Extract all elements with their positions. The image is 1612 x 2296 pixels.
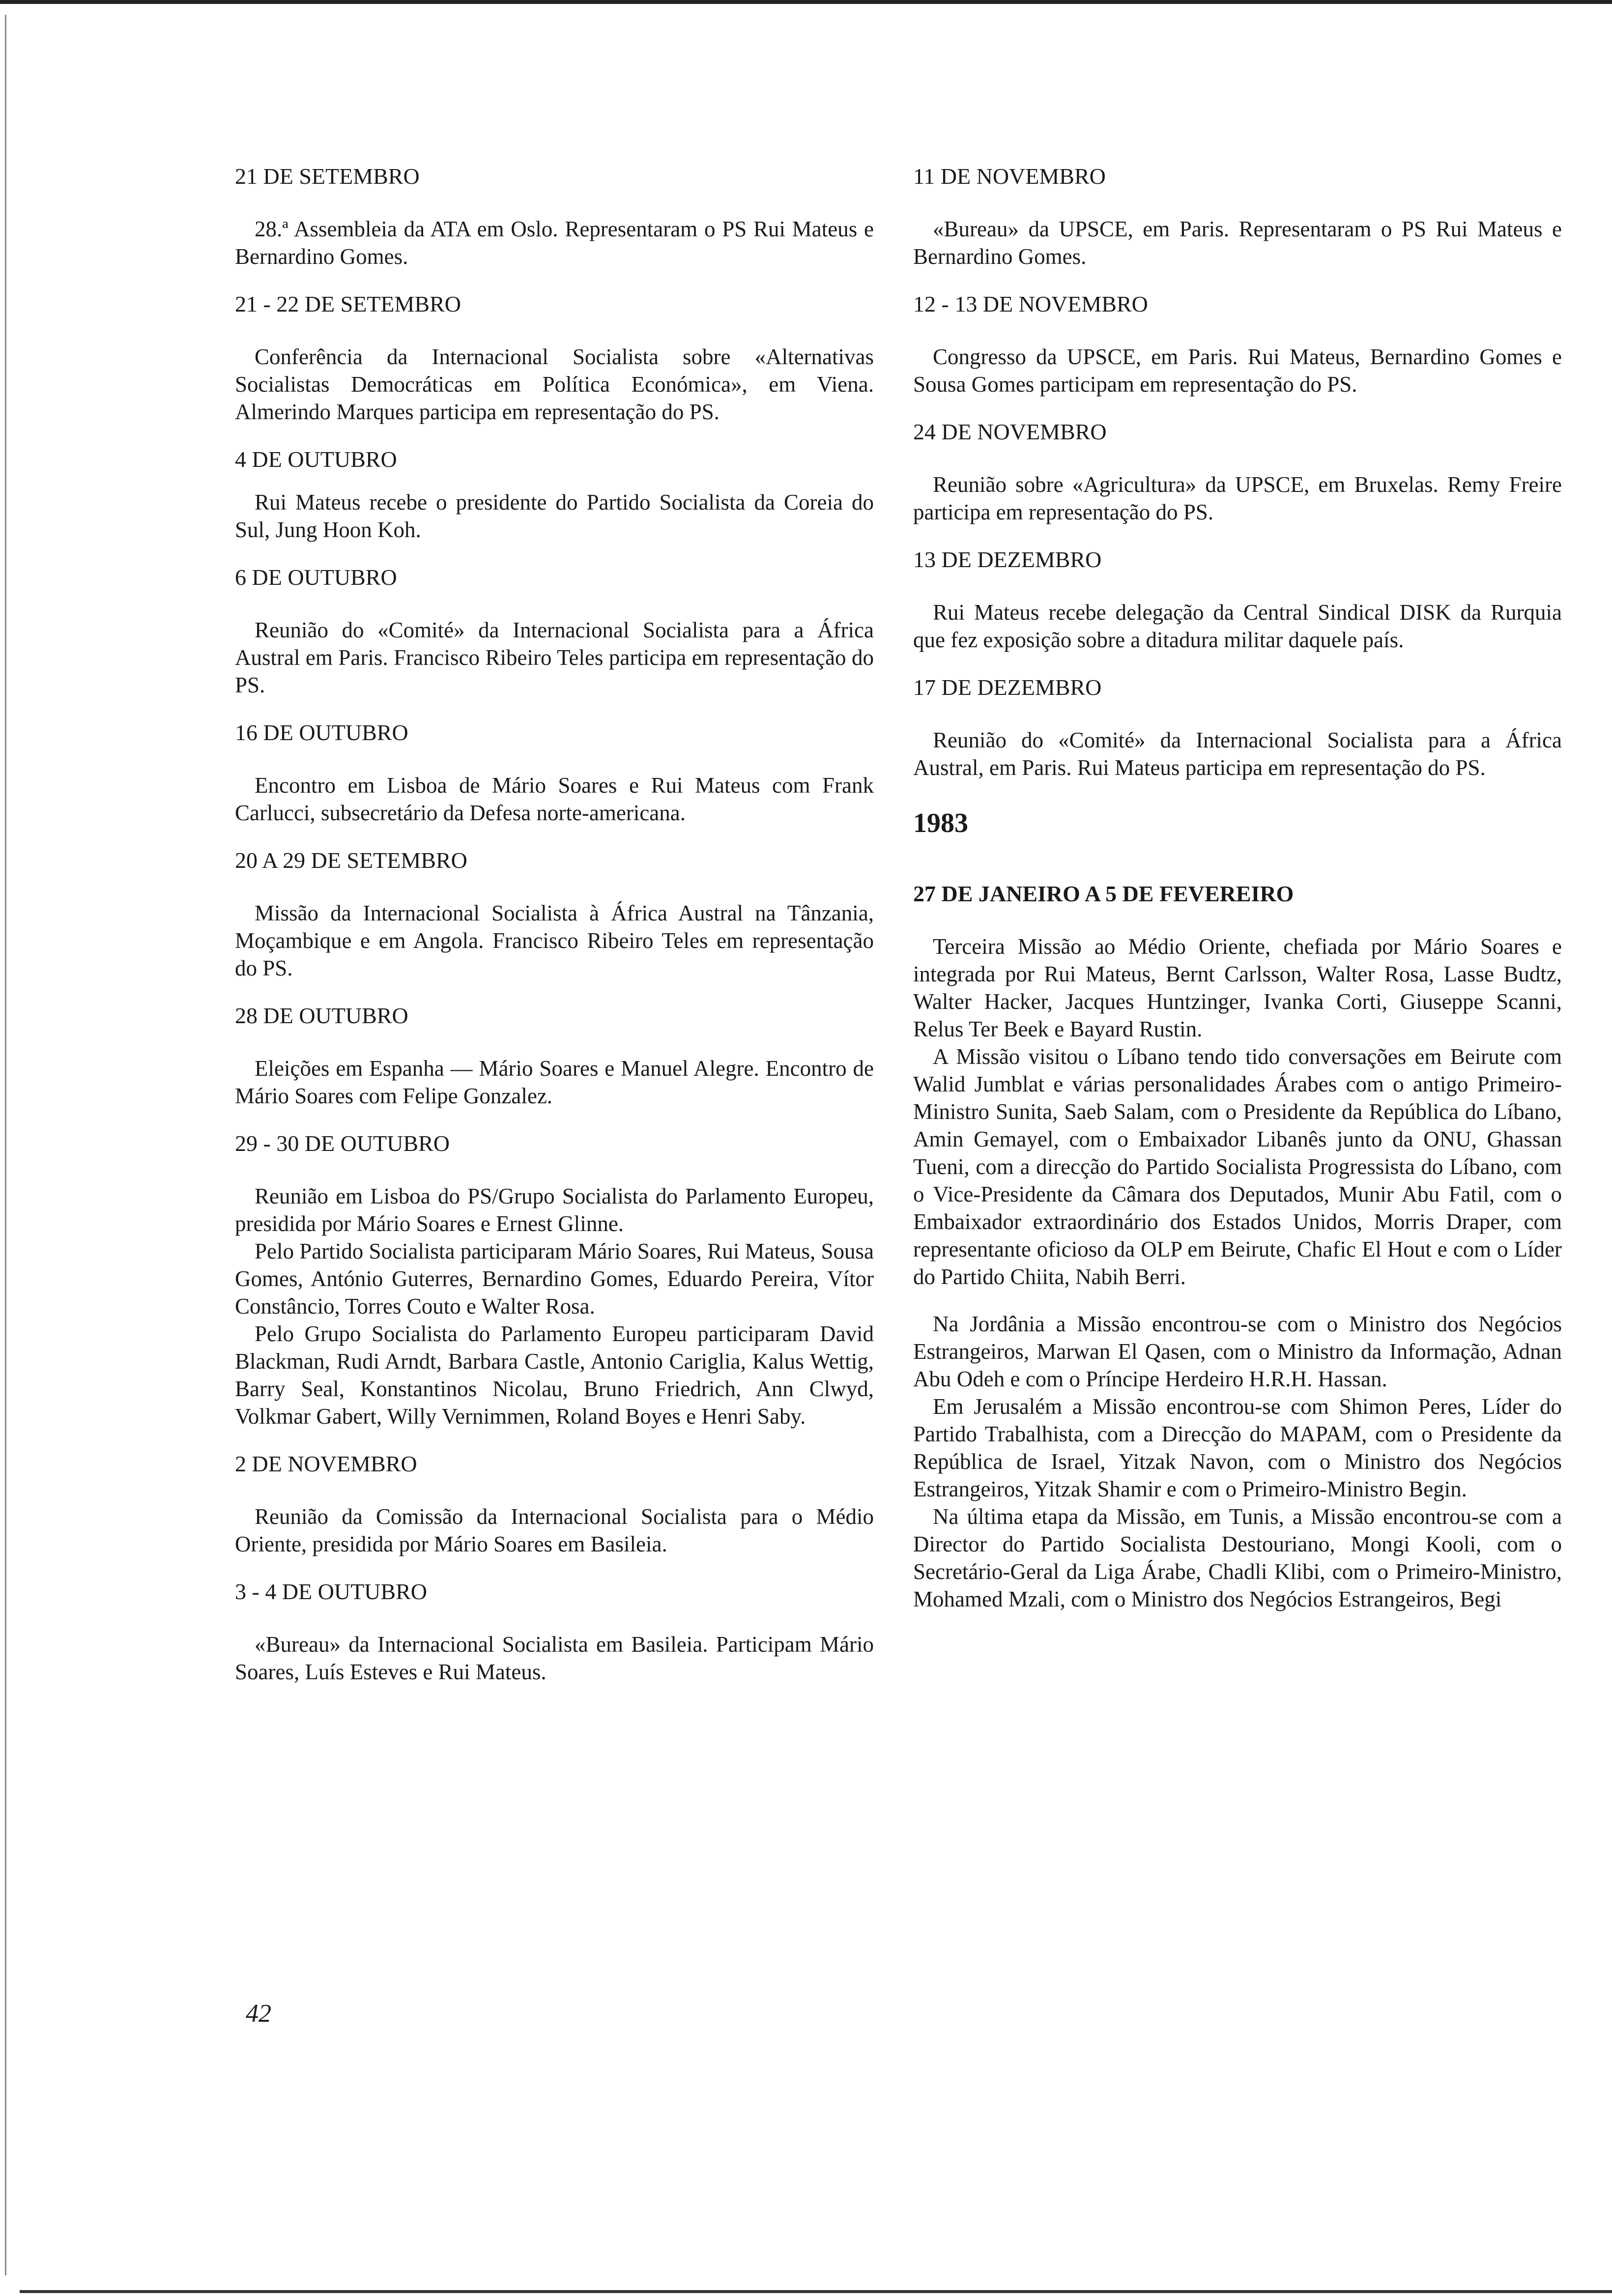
entry-text: Conferência da Internacional Socialista sobre «Alternativas Socialistas Democráticas em Política Económica», em Viena. Almerindo Marques participa em representação do PS. (235, 344, 874, 424)
entry-date: 6 DE OUTUBRO (235, 565, 397, 590)
entry-text: Em Jerusalém a Missão encontrou-se com Shimon Peres, Líder do Partido Trabalhista, com a Direcção do MAPAM, com o Presidente da República de Israel, Yitzak Navon, com o Ministro dos Negócios Estrangeiros, Yitzak Shamir e com o Primeiro-Ministro Begin. (913, 1394, 1562, 1501)
entry-text: Congresso da UPSCE, em Paris. Rui Mateus, Bernardino Gomes e Sousa Gomes participam em representação do PS. (913, 344, 1562, 397)
entry-text: Terceira Missão ao Médio Oriente, chefiada por Mário Soares e integrada por Rui Mateus, Bernt Carlsson, Walter Rosa, Lasse Budtz, Walter Hacker, Jacques Huntzinger, Ivanka Corti, Giuseppe Scanni, Relus Ter Beek e Bayard Rustin. (913, 934, 1562, 1041)
chronology-entry (235, 1450, 874, 1558)
chronology-entry (913, 290, 1562, 398)
chronology-entry (235, 1002, 874, 1110)
entry-date: 2 DE NOVEMBRO (235, 1451, 417, 1476)
entry-date: 11 DE NOVEMBRO (913, 164, 1106, 189)
entry-text: Rui Mateus recebe o presidente do Partido Socialista da Coreia do Sul, Jung Hoon Koh. (235, 490, 874, 542)
chronology-entry (235, 718, 874, 827)
entry-text: 28.ª Assembleia da ATA em Oslo. Representaram o PS Rui Mateus e Bernardino Gomes. (235, 217, 874, 269)
entry-text: Missão da Internacional Socialista à África Austral na Tânzania, Moçambique e em Angola. Francisco Ribeiro Teles em representação do PS. (235, 901, 874, 980)
entry-text: Pelo Grupo Socialista do Parlamento Europeu participaram David Blackman, Rudi Arndt, Barbara Castle, Antonio Cariglia, Kalus Wettig, Barry Seal, Konstantinos Nicolau, Bruno Friedrich, Ann Clwyd, Volkmar Gabert, Willy Vernimmen, Roland Boyes e Henri Saby. (235, 1321, 874, 1429)
entry-date: 4 DE OUTUBRO (235, 447, 397, 472)
right-column (913, 162, 1562, 1633)
page-number: 42 (246, 2000, 271, 2028)
entry-date: 20 A 29 DE SETEMBRO (235, 848, 467, 873)
chronology-entry (913, 162, 1562, 270)
entry-date: 24 DE NOVEMBRO (913, 419, 1107, 444)
chronology-entry (913, 418, 1562, 526)
scan-edge-top (0, 0, 1612, 4)
entry-date: 28 DE OUTUBRO (235, 1003, 408, 1028)
year-heading: 1983 (913, 808, 968, 838)
entry-text: Na Jordânia a Missão encontrou-se com o Ministro dos Negócios Estrangeiros, Marwan El Qasen, com o Ministro da Informação, Adnan Abu Odeh e com o Príncipe Herdeiro H.R.H. Hassan. (913, 1312, 1562, 1391)
entry-text: Na última etapa da Missão, em Tunis, a Missão encontrou-se com a Director do Partido Socialista Destouriano, Mongi Kooli, com o Secretário-Geral da Liga Árabe, Chadli Klibi, com o Primeiro-Ministro, Mohamed Mzali, com o Ministro dos Negócios Estrangeiros, Begi (913, 1504, 1562, 1611)
entry-text: Reunião sobre «Agricultura» da UPSCE, em Bruxelas. Remy Freire participa em representação do PS. (913, 472, 1562, 524)
entry-text: A Missão visitou o Líbano tendo tido conversações em Beirute com Walid Jumblat e várias personalidades Árabes com o antigo Primeiro-Ministro Sunita, Saeb Salam, com o Presidente da República do Líbano, Amin Gemayel, com o Embaixador Libanês junto da ONU, Ghassan Tueni, com a direcção do Partido Socialista Progressista do Líbano, com o Vice-Presidente da Câmara dos Deputados, Munir Abu Fatil, com o Embaixador extraordinário dos Estados Unidos, Morris Draper, com representante oficioso da OLP em Beirute, Chafic El Hout e com o Líder do Partido Chiita, Nabih Berri. (913, 1044, 1562, 1289)
entry-date: 12 - 13 DE NOVEMBRO (913, 291, 1148, 316)
entry-text: Eleições em Espanha — Mário Soares e Manuel Alegre. Encontro de Mário Soares com Felipe Gonzalez. (235, 1056, 874, 1108)
chronology-entry (235, 563, 874, 699)
chronology-entry (235, 445, 874, 544)
entry-date: 29 - 30 DE OUTUBRO (235, 1131, 450, 1156)
chronology-entry (913, 673, 1562, 781)
entry-date: 27 DE JANEIRO A 5 DE FEVEREIRO (913, 881, 1294, 906)
entry-text: «Bureau» da UPSCE, em Paris. Representaram o PS Rui Mateus e Bernardino Gomes. (913, 217, 1562, 269)
entry-text: «Bureau» da Internacional Socialista em Basileia. Participam Mário Soares, Luís Esteves e Rui Mateus. (235, 1632, 874, 1684)
entry-text: Pelo Partido Socialista participaram Mário Soares, Rui Mateus, Sousa Gomes, António Guterres, Bernardino Gomes, Eduardo Pereira, Vítor Constâncio, Torres Couto e Walter Rosa. (235, 1239, 874, 1319)
scan-edge-bottom (20, 2290, 1612, 2293)
chronology-entry (235, 162, 874, 270)
entry-date: 3 - 4 DE OUTUBRO (235, 1579, 427, 1604)
chronology-entry (235, 1129, 874, 1430)
entry-text: Reunião da Comissão da Internacional Socialista para o Médio Oriente, presidida por Mário Soares em Basileia. (235, 1504, 874, 1556)
entry-text: Rui Mateus recebe delegação da Central Sindical DISK da Rurquia que fez exposição sobre a ditadura militar daquele país. (913, 600, 1562, 652)
chronology-entry (235, 290, 874, 426)
entry-text: Encontro em Lisboa de Mário Soares e Rui Mateus com Frank Carlucci, subsecretário da Defesa norte-americana. (235, 773, 874, 825)
entry-date: 16 DE OUTUBRO (235, 720, 408, 745)
left-column (235, 162, 874, 1705)
entry-date: 21 DE SETEMBRO (235, 164, 420, 189)
entry-date: 21 - 22 DE SETEMBRO (235, 291, 461, 316)
entry-date: 13 DE DEZEMBRO (913, 547, 1102, 572)
chronology-entry (235, 846, 874, 982)
entry-text: Reunião do «Comité» da Internacional Socialista para a África Austral, em Paris. Rui Mateus participa em representação do PS. (913, 728, 1562, 780)
chronology-entry (913, 880, 1562, 1613)
entry-date: 17 DE DEZEMBRO (913, 675, 1102, 700)
chronology-entry (235, 1578, 874, 1686)
chronology-entry (913, 545, 1562, 654)
entry-text: Reunião em Lisboa do PS/Grupo Socialista do Parlamento Europeu, presidida por Mário Soares e Ernest Glinne. (235, 1184, 874, 1236)
scan-edge-left (5, 15, 6, 2275)
entry-text: Reunião do «Comité» da Internacional Socialista para a África Austral em Paris. Francisco Ribeiro Teles participa em representação do PS. (235, 618, 874, 697)
